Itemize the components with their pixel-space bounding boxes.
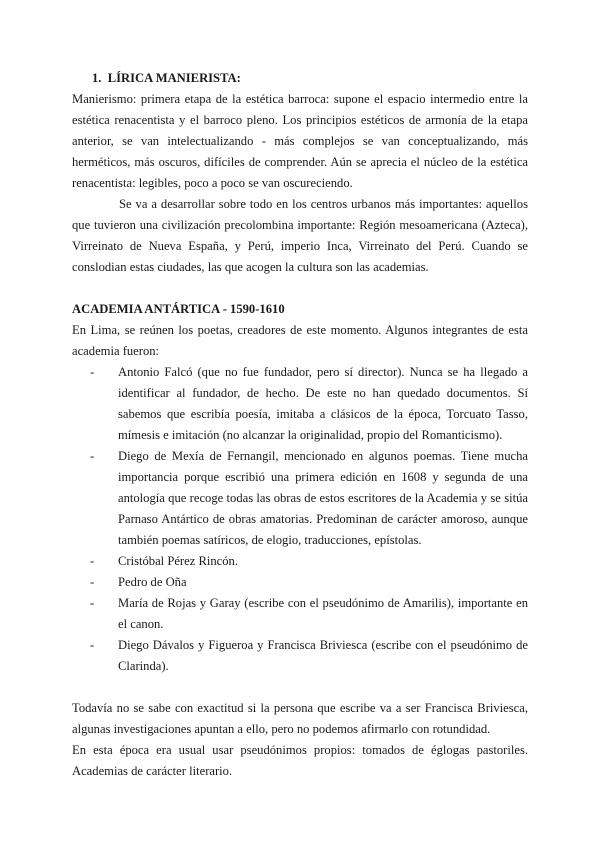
closing-paragraph2: En esta época era usual usar pseudónimos propios: tomados de églogas pastoriles. Academias de carácter literario. bbox=[72, 743, 528, 778]
list-item-text: Antonio Falcó (que no fue fundador, pero sí director). Nunca se ha llegado a identificar al fundador, de hecho. De este no han quedado documentos. Sí sabemos que escribía poesía, imitaba a clásicos de la época, Torcuato Tasso, mímesis e imitación (no alcanzar la originalidad, propio del Romanticismo). bbox=[118, 365, 528, 442]
bullet-marker: - bbox=[90, 596, 95, 610]
list-item-text: Pedro de Oña bbox=[118, 575, 187, 589]
bullet-marker: - bbox=[90, 638, 95, 652]
document-body bbox=[72, 68, 528, 782]
list-item bbox=[72, 551, 528, 572]
section1-number: 1. bbox=[92, 71, 102, 85]
list-item bbox=[72, 572, 528, 593]
list-item bbox=[72, 446, 528, 551]
closing-paragraph1: Todavía no se sabe con exactitud si la persona que escribe va a ser Francisca Briviesca, algunas investigaciones apuntan a ello, pero no podemos afirmarlo con rotundidad. bbox=[72, 701, 528, 736]
bullet-marker: - bbox=[90, 365, 95, 379]
bullet-marker: - bbox=[90, 554, 95, 568]
blank-line bbox=[72, 677, 528, 698]
list-item-text: Cristóbal Pérez Rincón. bbox=[118, 554, 238, 568]
blank-line bbox=[72, 278, 528, 299]
section2-intro: En Lima, se reúnen los poetas, creadores de este momento. Algunos integrantes de esta academia fueron: bbox=[72, 323, 528, 358]
list-item bbox=[72, 635, 528, 677]
members-list bbox=[72, 362, 528, 677]
section2-title: ACADEMIA ANTÁRTICA - 1590-1610 bbox=[72, 302, 285, 316]
section1-paragraph1: Manierismo: primera etapa de la estética barroca: supone el espacio intermedio entre la estética renacentista y el barroco pleno. Los principios estéticos de armonía de la etapa anterior, se van intelectualizando - más complejos se van conceptualizando, más herméticos, más oscuros, difíciles de comprender. Aún se aprecia el núcleo de la estética renacentista: legibles, poco a poco se van oscureciendo. bbox=[72, 92, 528, 190]
list-item bbox=[72, 593, 528, 635]
bullet-marker: - bbox=[90, 449, 95, 463]
bullet-marker: - bbox=[90, 575, 95, 589]
section1-title: LÍRICA MANIERISTA: bbox=[107, 71, 241, 85]
section1-heading bbox=[92, 68, 528, 89]
section1-paragraph2: Se va a desarrollar sobre todo en los centros urbanos más importantes: aquellos que tuvieron una civilización precolombina importante: Región mesoamericana (Azteca), Virreinato de Nueva España, y Perú, imperio Inca, Virreinato del Perú. Cuando se conslodian estas ciudades, las que acogen la cultura son las academias. bbox=[72, 197, 528, 274]
list-item-text: Diego de Mexía de Fernangil, mencionado en algunos poemas. Tiene mucha importancia porque escribió una primera edición en 1608 y segunda de una antología que recoge todas las obras de estos escritores de la Academia y se sitúa Parnaso Antártico de obras amatorias. Predominan de carácter amoroso, aunque también poemas satíricos, de elogio, traducciones, epístolas. bbox=[118, 449, 528, 547]
list-item-text: Diego Dávalos y Figueroa y Francisca Briviesca (escribe con el pseudónimo de Clarinda). bbox=[118, 638, 528, 673]
list-item-text: María de Rojas y Garay (escribe con el pseudónimo de Amarilis), importante en el canon. bbox=[118, 596, 528, 631]
list-item bbox=[72, 362, 528, 446]
